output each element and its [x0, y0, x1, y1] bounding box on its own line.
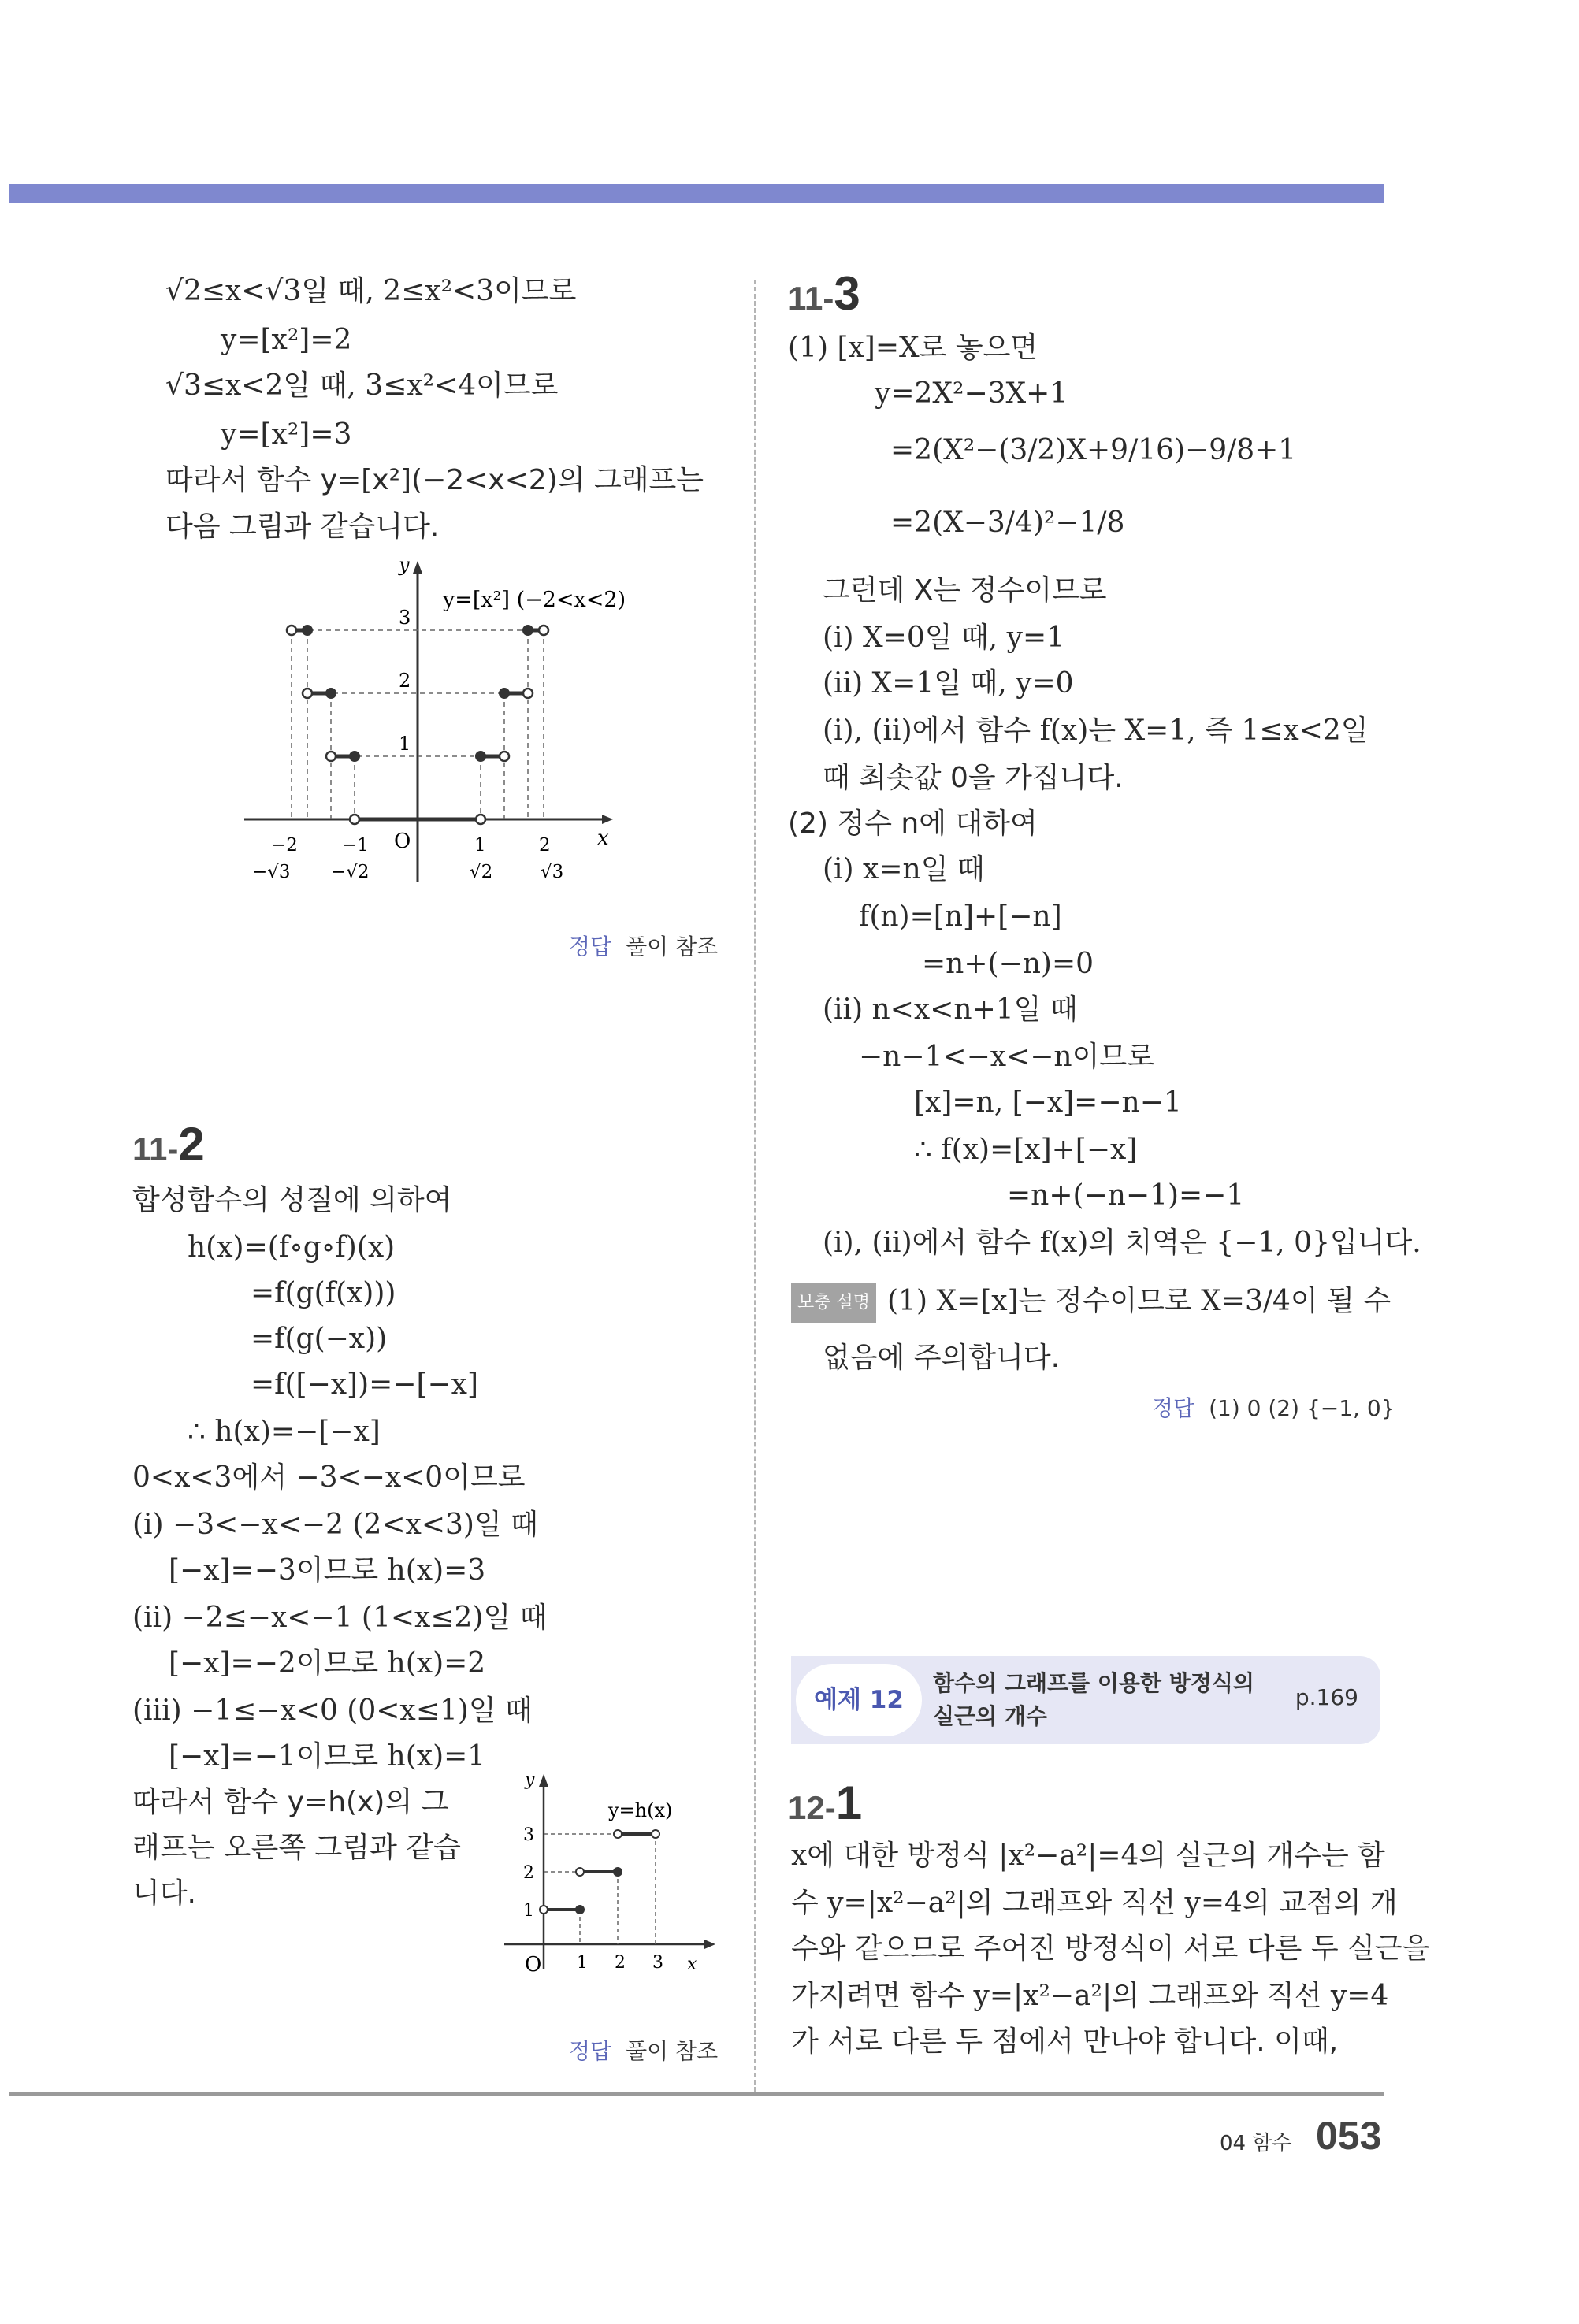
- answer-line: [569, 2034, 718, 2066]
- answer-text: 풀이 참조: [626, 2038, 719, 2064]
- text-line: 다음 그림과 같습니다.: [165, 510, 440, 543]
- y-tick: 1: [523, 1901, 534, 1921]
- footer-page-number: 053: [1316, 2114, 1382, 2158]
- text-line: [x]=n, [−x]=−n−1: [914, 1086, 1182, 1119]
- y-tick: 2: [399, 670, 411, 692]
- text-line: =f(g(f(x))): [251, 1277, 396, 1309]
- text-line: 합성함수의 성질에 의하여: [132, 1184, 452, 1216]
- x-axis-label: x: [597, 826, 609, 850]
- text-line: =2(X²−(3/2)X+9/16)−9/8+1: [890, 434, 1297, 466]
- text-line: (2) 정수 n에 대하여: [788, 807, 1038, 840]
- x-axis-label: x: [687, 1955, 697, 1974]
- text-line: 가 서로 다른 두 점에서 만나야 합니다. 이때,: [791, 2025, 1339, 2058]
- text-line: =f([−x])=−[−x]: [251, 1368, 479, 1401]
- text-line: 수와 같으므로 주어진 방정식이 서로 다른 두 실근을: [791, 1932, 1430, 1965]
- x-tick: −√3: [252, 862, 291, 882]
- footer-chapter: 04 함수: [1220, 2132, 1292, 2155]
- text-line: 가지려면 함수 y=|x²−a²|의 그래프와 직선 y=4: [791, 1980, 1389, 2012]
- text-line: −n−1<−x<−n이므로: [859, 1041, 1154, 1073]
- y-axis-label: y: [525, 1770, 535, 1790]
- x-tick: 2: [615, 1953, 626, 1973]
- text-line: (i), (ii)에서 함수 f(x)의 치역은 {−1, 0}입니다.: [823, 1227, 1421, 1259]
- text-line: =f(g(−x)): [251, 1323, 388, 1355]
- text-line: [−x]=−3이므로 h(x)=3: [169, 1554, 486, 1587]
- section-prefix: 11-: [132, 1130, 179, 1168]
- x-tick: −√2: [331, 862, 370, 882]
- text-line: (1) [x]=X로 놓으면: [788, 332, 1038, 364]
- origin-label: O: [394, 830, 411, 853]
- x-tick: 3: [652, 1953, 663, 1973]
- origin-label: O: [525, 1953, 542, 1977]
- graph-label: y=h(x): [608, 1799, 673, 1821]
- x-tick: 2: [539, 835, 551, 856]
- text-line: 니다.: [132, 1877, 196, 1910]
- text-line: 따라서 함수 y=h(x)의 그: [132, 1786, 449, 1818]
- text-line: =n+(−n−1)=−1: [1007, 1179, 1245, 1212]
- y-axis-label: y: [399, 554, 410, 576]
- x-tick: −2: [271, 835, 298, 856]
- text-line: (iii) −1≤−x<0 (0<x≤1)일 때: [132, 1695, 533, 1727]
- example-box: [791, 1656, 1380, 1744]
- section-prefix: 12-: [788, 1789, 836, 1826]
- text-line: 래프는 오른쪽 그림과 같습: [132, 1832, 461, 1864]
- y-tick: 3: [399, 607, 411, 629]
- text-line: (ii) n<x<n+1일 때: [823, 993, 1078, 1026]
- text-line: (i) x=n일 때: [823, 853, 985, 885]
- section-prefix: 11-: [788, 280, 834, 317]
- text-line: =2(X−3/4)²−1/8: [890, 507, 1125, 539]
- example-badge: 예제 12: [796, 1664, 922, 1736]
- text-line: y=[x²]=3: [221, 418, 352, 451]
- bottom-rule: [9, 2092, 1384, 2096]
- text-line: f(n)=[n]+[−n]: [859, 900, 1062, 933]
- answer-label: 정답: [1152, 1395, 1195, 1421]
- note-text: (1) X=[x]는 정수이므로 X=3/4이 될 수: [887, 1285, 1391, 1317]
- graph-label: y=[x²] (−2<x<2): [443, 588, 626, 612]
- section-number: 2: [178, 1118, 205, 1171]
- section-title-12-1: [788, 1776, 862, 1830]
- text-line: h(x)=(f∘g∘f)(x): [188, 1231, 396, 1264]
- text-line: (i) X=0일 때, y=1: [823, 622, 1065, 654]
- text-line: (i), (ii)에서 함수 f(x)는 X=1, 즉 1≤x<2일: [823, 715, 1369, 747]
- text-line: 수 y=|x²−a²|의 그래프와 직선 y=4의 교점의 개: [791, 1887, 1398, 1919]
- text-line: x에 대한 방정식 |x²−a²|=4의 실근의 개수는 함: [791, 1840, 1385, 1872]
- x-tick: √2: [470, 862, 493, 882]
- text-line: √3≤x<2일 때, 3≤x²<4이므로: [165, 369, 559, 402]
- x-tick: −1: [342, 835, 369, 856]
- text-line: √2≤x<√3일 때, 2≤x²<3이므로: [165, 275, 577, 307]
- section-number: 3: [834, 267, 860, 320]
- example-title-line: 실근의 개수: [933, 1703, 1047, 1729]
- graph-floor-x-squared: [236, 551, 630, 898]
- text-line: (i) −3<−x<−2 (2<x<3)일 때: [132, 1509, 538, 1541]
- y-tick: 2: [523, 1863, 534, 1883]
- example-page-ref: p.169: [1295, 1684, 1358, 1710]
- section-title-11-2: [132, 1117, 205, 1171]
- example-title: [933, 1667, 1254, 1733]
- text-line: [−x]=−2이므로 h(x)=2: [169, 1647, 486, 1680]
- answer-label: 정답: [569, 934, 612, 960]
- note-line: [791, 1283, 1391, 1323]
- section-number: 1: [835, 1776, 863, 1829]
- graph-h-x: [504, 1765, 725, 1977]
- text-line: ∴ h(x)=−[−x]: [188, 1416, 381, 1448]
- column-divider: [754, 280, 756, 2092]
- answer-line: [569, 930, 718, 961]
- answer-label: 정답: [569, 2038, 612, 2064]
- answer-text: (1) 0 (2) {−1, 0}: [1209, 1395, 1395, 1421]
- text-line: 0<x<3에서 −3<−x<0이므로: [132, 1461, 526, 1494]
- note-line: 없음에 주의합니다.: [823, 1342, 1061, 1374]
- y-tick: 3: [523, 1825, 534, 1845]
- text-line: (ii) −2≤−x<−1 (1<x≤2)일 때: [132, 1602, 548, 1634]
- x-tick: 1: [474, 835, 486, 856]
- text-line: 때 최솟값 0을 가집니다.: [823, 762, 1124, 794]
- note-tag: 보충 설명: [791, 1283, 876, 1323]
- y-tick: 1: [399, 733, 411, 755]
- text-line: =n+(−n)=0: [922, 948, 1094, 980]
- text-line: y=2X²−3X+1: [875, 377, 1068, 410]
- text-line: ∴ f(x)=[x]+[−x]: [914, 1134, 1138, 1166]
- text-line: 그런데 X는 정수이므로: [823, 574, 1107, 607]
- answer-line: [1152, 1391, 1395, 1423]
- x-tick: √3: [541, 862, 564, 882]
- section-title-11-3: [788, 266, 860, 321]
- header-band: [9, 184, 1384, 203]
- x-tick: 1: [577, 1953, 588, 1973]
- example-title-line: 함수의 그래프를 이용한 방정식의: [933, 1670, 1254, 1696]
- text-line: (ii) X=1일 때, y=0: [823, 667, 1074, 700]
- text-line: [−x]=−1이므로 h(x)=1: [169, 1740, 486, 1773]
- text-line: 따라서 함수 y=[x²](−2<x<2)의 그래프는: [165, 464, 704, 496]
- answer-text: 풀이 참조: [626, 934, 719, 960]
- text-line: y=[x²]=2: [221, 324, 352, 356]
